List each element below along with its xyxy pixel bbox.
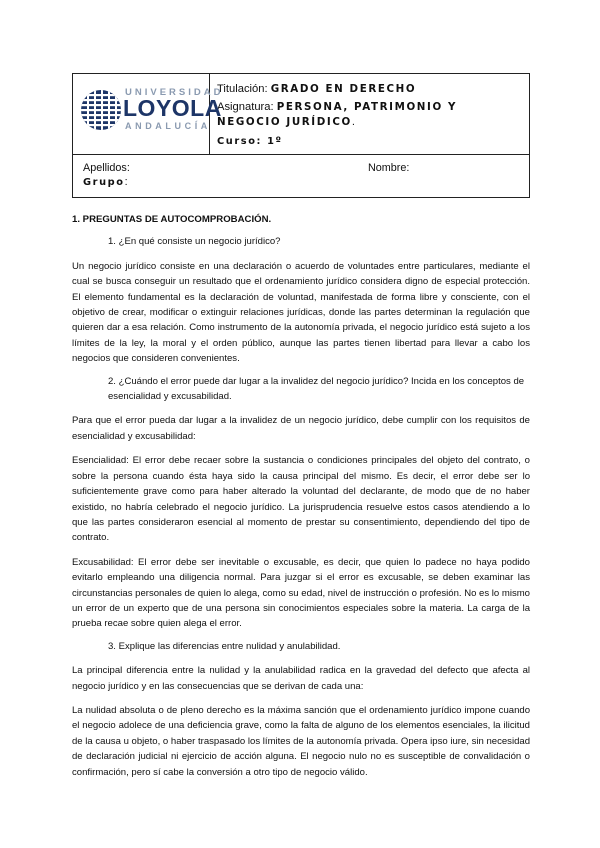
grupo-label: Grupo [83,177,125,188]
question-2: 2. ¿Cuándo el error puede dar lugar a la invalidez del negocio jurídico? Incida en los conceptos de esencialidad y excusabilidad. [108,375,525,403]
answer-3-intro: La principal diferencia entre la nulidad y la anulabilidad radica en la gravedad del defecto que afecta al negocio jurídico y en las consecuencias que se derivan de cada una: [72,665,530,692]
answer-2-intro: Para que el error pueda dar lugar a la invalidez de un negocio jurídico, debe cumplir con los requisitos de esencialidad y excusabilidad: [72,415,530,442]
header-table [72,73,530,198]
grupo-line [83,176,128,188]
asignatura-suffix: . [351,116,355,128]
question-1: 1. ¿En qué consiste un negocio jurídico? [108,236,281,248]
grupo-colon: : [124,176,128,188]
curso-line [217,134,523,149]
apellidos-label: Apellidos: [83,162,130,174]
student-info-cell [73,155,530,198]
section-title: 1. PREGUNTAS DE AUTOCOMPROBACIÓN. [72,214,272,225]
titulacion-label: Titulación: [217,83,268,95]
logo-text-top: UNIVERSIDAD [125,87,224,98]
logo-text-bottom: ANDALUCÍA [125,121,211,131]
answer-2-excusabilidad: Excusabilidad: El error debe ser inevitable o excusable, es decir, que quien lo padece no haya podido evitarlo empleando una diligencia normal. Para juzgar si el error es excusable, se deben examinar las circunstancias personales de quien lo alega, como su edad, nivel de instrucción o profesión. No es lo mismo un error de un experto que de una persona sin conocimientos especiales sobre la materia. La carga de la prueba recae sobre quien alega el error. [72,556,530,630]
answer-2-esencialidad: Esencialidad: El error debe recaer sobre la sustancia o condiciones principales del objeto del contrato, o sobre la persona cuando ésta haya sido la causa principal del mismo. Es decir, el error debe ser lo suficientemente grave como para haber alterado la voluntad del declarante, de modo que de no haber existido, no habría celebrado el negocio jurídico. La jurisprudencia resuelve estos casos atendiendo a lo que las partes consideraron esencial al momento de prestar su consentimiento, dependiendo del tipo de contrato. [72,455,530,544]
question-3: 3. Explique las diferencias entre nulidad y anulabilidad. [108,640,341,652]
answer-3-nulidad: La nulidad absoluta o de pleno derecho es la máxima sanción que el ordenamiento jurídico impone cuando el negocio adolece de una deficiencia grave, como la falta de alguno de los elementos esenciales, la ilicitud de la causa u objeto, o haber traspasado los límites de la autonomía privada. Opera ipso iure, sin necesidad de declaración judicial ni ejercicio de acción alguna. El negocio nulo no es susceptible de convalidación o confirmación, pero sí cabe la conversión a otro tipo de negocio válido. [72,704,530,778]
curso-label: Curso: 1º [217,136,283,147]
university-logo [73,74,224,154]
course-info-cell [210,74,530,155]
globe-icon [79,88,123,132]
answer-1: Un negocio jurídico consiste en una declaración o acuerdo de voluntades entre particulares, mediante el cual se busca conseguir un resultado que el ordenamiento jurídico considera digno de especial protección. El elemento fundamental es la declaración de voluntad, manifestada de forma libre y consciente, con el objetivo de crear, modificar o extinguir relaciones jurídicas, donde las partes determinan la regulación que quieren dar a esa relación. Como instrumento de la autonomía privada, el negocio jurídico está sujeto a los límites de la ley, la moral y el orden público, aunque las partes tienen libertad para llevar a cabo los negocios que consideren convenientes. [72,260,530,365]
titulacion-value: GRADO EN DERECHO [270,83,417,95]
document-body [72,212,530,780]
logo-cell [73,74,224,155]
titulacion-line [217,82,523,97]
nombre-label: Nombre: [368,162,410,174]
asignatura-label: Asignatura: [217,101,274,113]
logo-text-main: LOYOLA [123,95,222,121]
asignatura-line [217,100,523,130]
asignatura-value: PERSONA, PATRIMONIO Y NEGOCIO JURÍDICO [217,101,458,128]
